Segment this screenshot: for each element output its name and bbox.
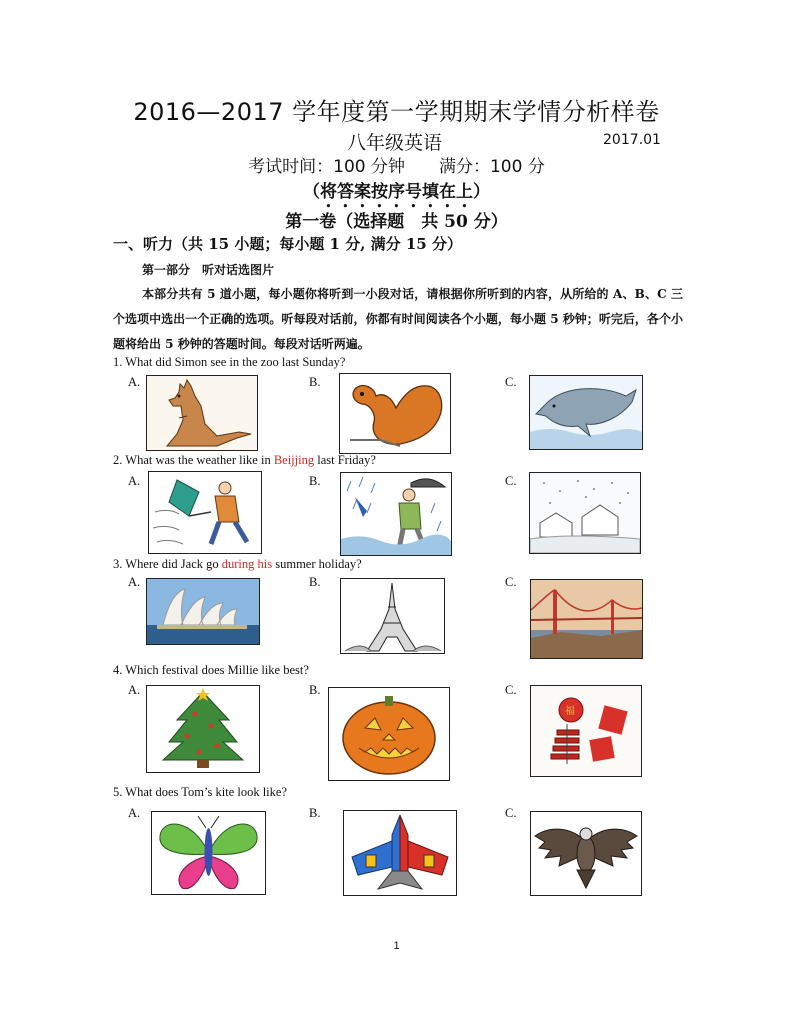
squirrel-image[interactable] — [339, 373, 451, 454]
option-label-b: B. — [309, 683, 321, 697]
question-text: 3. Where did Jack go — [113, 557, 222, 571]
question-5 — [113, 785, 287, 800]
instructions-paragraph: 本部分共有 5 道小题，每小题你将听到一小段对话，请根据你所听到的内容，从所给的 A、B、C 三个选项中选出一个正确的选项。听每段对话前，你都有时间阅读各个小题，每小题 5 秒钟；听完后，各个小题将给出 5 秒钟的答题时间。每段对话听两遍。 — [113, 287, 683, 351]
option-label-c: C. — [505, 683, 517, 697]
paper-subtitle: 八年级英语 — [347, 132, 443, 154]
instruction-open: （ — [303, 182, 320, 202]
option-label-c: C. — [505, 806, 517, 820]
golden-gate-bridge-image[interactable] — [530, 579, 643, 659]
option-label-b: B. — [309, 375, 321, 389]
question-4 — [113, 663, 309, 678]
sydney-opera-house-image[interactable] — [146, 578, 260, 645]
option-label-a: A. — [128, 375, 141, 389]
paper-date: 2017.01 — [603, 132, 661, 148]
exam-info: 考试时间：100 分钟 满分：100 分 — [248, 157, 545, 177]
question-text-end: summer holiday? — [272, 557, 362, 571]
instruction-close: ） — [473, 182, 490, 202]
option-label-c: C. — [505, 375, 517, 389]
rainy-weather-image[interactable] — [340, 472, 452, 556]
question-1 — [113, 355, 345, 370]
kangaroo-image[interactable] — [146, 375, 258, 451]
option-label-b: B. — [309, 575, 321, 589]
question-text: 1. What did Simon see in the zoo last Sunday? — [113, 355, 346, 369]
question-text: 4. Which festival does Millie like best? — [113, 663, 309, 677]
instruction-emphasis: 将答案按序号填在上 — [320, 182, 473, 202]
airplane-kite-image[interactable] — [343, 810, 457, 896]
option-label-a: A. — [128, 683, 141, 697]
option-label-b: B. — [309, 806, 321, 820]
option-label-c: C. — [505, 575, 517, 589]
spring-festival-firecrackers-image[interactable] — [530, 685, 642, 777]
question-text: 2. What was the weather like in — [113, 453, 274, 467]
page-number: 1 — [393, 940, 400, 952]
question-text-end: last Friday? — [314, 453, 376, 467]
volume-title: 第一卷（选择题 共 50 分） — [285, 212, 508, 232]
part-title: 第一部分 听对话选图片 — [142, 263, 275, 277]
butterfly-kite-image[interactable] — [151, 811, 266, 895]
question-3 — [113, 557, 362, 572]
option-label-b: B. — [309, 474, 321, 488]
question-highlight: during his — [221, 557, 273, 571]
question-2 — [113, 453, 376, 468]
option-label-c: C. — [505, 474, 517, 488]
snowy-weather-image[interactable] — [529, 472, 641, 554]
section-title: 一、听力（共 15 小题；每小题 1 分, 满分 15 分） — [113, 235, 462, 253]
windy-weather-image[interactable] — [148, 471, 262, 554]
christmas-tree-image[interactable] — [146, 685, 260, 773]
option-label-a: A. — [128, 474, 141, 488]
paper-title: 2016—2017 学年度第一学期期末学情分析样卷 — [133, 98, 660, 126]
svg-text:福: 福 — [565, 706, 575, 717]
eiffel-tower-image[interactable] — [340, 578, 445, 654]
option-label-a: A. — [128, 575, 141, 589]
question-text: 5. What does Tom’s kite look like? — [113, 785, 287, 799]
eagle-kite-image[interactable] — [530, 811, 642, 896]
option-label-a: A. — [128, 806, 141, 820]
dolphin-image[interactable] — [529, 375, 643, 450]
jack-o-lantern-image[interactable] — [328, 687, 450, 781]
question-highlight: Beijjing — [273, 453, 315, 467]
